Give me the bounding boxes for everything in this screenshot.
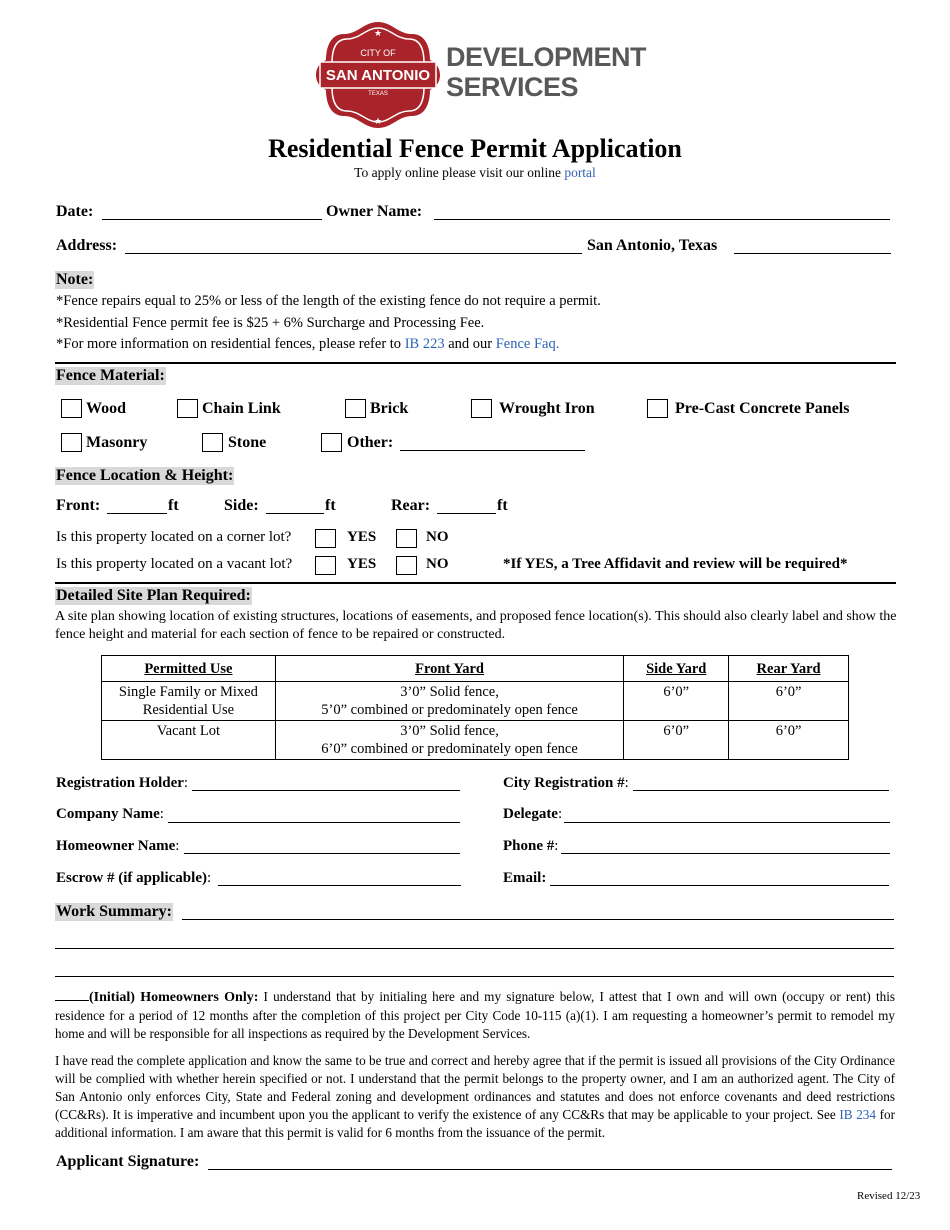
row-use: Single Family or Mixed Residential Use [102,682,276,721]
homeowner-name-text: Homeowner Name [56,838,176,854]
row-use: Vacant Lot [102,721,276,760]
note-heading: Note: [56,271,94,288]
site-plan-heading: Detailed Site Plan Required: [56,587,251,604]
city-state-label: San Antonio, Texas [587,237,718,254]
vacant-lot-question: Is this property located on a vacant lot? [56,556,293,572]
chain-link-label: Chain Link [202,400,281,417]
brick-checkbox[interactable] [345,399,366,418]
location-height-heading: Fence Location & Height: [56,467,234,484]
seal-text-bottom: TEXAS [368,91,388,97]
col-permitted-use: Permitted Use [102,656,276,682]
stone-checkbox[interactable] [202,433,223,452]
precast-concrete-checkbox[interactable] [647,399,668,418]
stone-label: Stone [228,434,267,451]
row-front-line2: 6’0” combined or predominately open fence [321,741,578,757]
row-front-line1: 3’0” Solid fence, [400,684,499,700]
side-height-field[interactable] [266,513,324,514]
vacant-no-label: NO [426,556,449,572]
work-summary-line-1[interactable] [182,919,894,920]
revised-date: Revised 12/23 [857,1190,921,1202]
site-plan-description: A site plan showing location of existing structures, locations of easements, and proposed fence location(s). This should also clearly label and show the fence height and material for each section of fence to be repaired or constructed. [55,609,897,642]
initial-text: I understand that by initialing here and my signature below, I attest that I own and will own (occupy or rent) this residence for a period of 12 months after the completion of this project per City Code 10-115 (a)(1). I am requesting a homeowner’s permit to remodel my home and will be responsible for all inspections as required by the Development Services. [55,989,895,1041]
seal-text-top: CITY OF [360,48,396,58]
fence-faq-link[interactable]: Fence Faq. [495,336,560,352]
corner-lot-question: Is this property located on a corner lot? [56,529,292,545]
col-side-yard: Side Yard [624,656,729,682]
masonry-checkbox[interactable] [61,433,82,452]
row-side: 6’0” [624,721,729,760]
vacant-no-checkbox[interactable] [396,556,417,575]
work-summary-line-3[interactable] [55,976,894,977]
side-label: Side: [224,497,259,514]
applicant-signature-field[interactable] [208,1169,892,1170]
subtitle-text: To apply online please visit our online [354,165,561,180]
divider [55,582,896,584]
escrow-field[interactable] [218,885,461,886]
phone-label: Phone #: [503,838,559,854]
other-label: Other: [347,434,394,451]
corner-yes-checkbox[interactable] [315,529,336,548]
vacant-yes-label: YES [347,556,377,572]
note-line-3 [56,336,559,353]
note-line-3-mid: and our [448,336,493,352]
note-line-3-text: *For more information on residential fences, please refer to [56,336,402,352]
address-field[interactable] [125,253,582,254]
registration-holder-label: Registration Holder: [56,775,189,791]
page-subtitle [0,165,950,181]
corner-no-checkbox[interactable] [396,529,417,548]
front-height-field[interactable] [107,513,167,514]
rear-unit: ft [497,497,508,514]
rear-height-field[interactable] [437,513,496,514]
zip-field[interactable] [734,253,891,254]
front-unit: ft [168,497,179,514]
city-registration-label: City Registration #: [503,775,629,791]
applicant-signature-label: Applicant Signature: [56,1153,200,1170]
svg-text:★: ★ [373,28,383,38]
phone-field[interactable] [561,853,890,854]
work-summary-heading: Work Summary: [56,903,172,920]
wood-checkbox[interactable] [61,399,82,418]
city-registration-field[interactable] [633,790,889,791]
brick-label: Brick [370,400,409,417]
row-front-line1: 3’0” Solid fence, [400,723,499,739]
portal-link[interactable]: portal [564,165,596,180]
row-front [275,682,623,721]
page-title: Residential Fence Permit Application [268,134,682,163]
col-rear-yard: Rear Yard [729,656,849,682]
chain-link-checkbox[interactable] [177,399,198,418]
wrought-iron-checkbox[interactable] [471,399,492,418]
date-label: Date: [56,203,94,220]
email-field[interactable] [550,885,889,886]
company-name-field[interactable] [168,822,460,823]
col-front-yard: Front Yard [275,656,623,682]
escrow-label: Escrow # (if applicable): [56,870,212,886]
divider [55,362,896,364]
agreement-text-end: for additional information. I am aware that this permit is valid for 6 months from the issuance of the permit. [55,1107,896,1140]
email-label: Email: [503,870,547,886]
homeowner-name-field[interactable] [184,853,460,854]
delegate-field[interactable] [564,822,890,823]
seal-text-main: SAN ANTONIO [325,67,431,84]
initial-label: (Initial) Homeowners Only: [89,990,259,1005]
homeowner-name-label: Homeowner Name: [56,838,180,854]
wood-label: Wood [86,400,127,417]
initial-field[interactable] [55,989,89,1001]
precast-concrete-label: Pre-Cast Concrete Panels [675,400,850,417]
delegate-label: Delegate: [503,806,563,822]
row-rear: 6’0” [729,682,849,721]
note-line-2: *Residential Fence permit fee is $25 + 6% Surcharge and Processing Fee. [56,315,485,331]
homeowner-attestation [55,988,895,1043]
note-line-1: *Fence repairs equal to 25% or less of the length of the existing fence do not require a permit. [56,293,601,309]
masonry-label: Masonry [86,434,148,451]
address-label: Address: [56,237,118,254]
owner-name-field[interactable] [434,219,890,220]
company-name-text: Company Name [56,806,160,822]
wrought-iron-label: Wrought Iron [499,400,595,417]
ib-223-link[interactable]: IB 223 [404,336,445,352]
rear-label: Rear: [391,497,431,514]
work-summary-line-2[interactable] [55,948,894,949]
table-row [102,721,849,760]
front-label: Front: [56,497,101,514]
other-checkbox[interactable] [321,433,342,452]
delegate-text: Delegate [503,806,558,822]
brand-line1: DEVELOPMENT [446,42,647,72]
corner-no-label: NO [426,529,449,545]
row-front [275,721,623,760]
owner-name-label: Owner Name: [326,203,423,220]
registration-holder-text: Registration Holder [56,775,184,791]
city-logo [316,20,440,130]
table-header-row [102,656,849,682]
phone-text: Phone # [503,838,555,854]
date-field[interactable] [102,219,322,220]
agreement-text: I have read the complete application and know the same to be true and correct and hereby agree that if the permit is issued all provisions of the City Ordinance will be complied with whether herein specified or not. I understand that the permit belongs to the property owner, and I am an authorized agent. The City of San Antonio only enforces City, State and Federal zoning and development ordinances and statutes and does not enforce covenants and deed restrictions (CC&Rs). It is imperative and incumbent upon you the applicant to verify the existence of any CC&Rs that may be applicable to your project. See [55,1053,895,1122]
side-unit: ft [325,497,336,514]
row-rear: 6’0” [729,721,849,760]
company-name-label: Company Name: [56,806,164,822]
city-registration-text: City Registration # [503,775,625,791]
corner-yes-label: YES [347,529,377,545]
table-row [102,682,849,721]
row-side: 6’0” [624,682,729,721]
registration-holder-field[interactable] [192,790,460,791]
agreement-paragraph [55,1052,895,1142]
row-front-line2: 5’0” combined or predominately open fence [321,702,578,718]
other-field[interactable] [400,450,585,451]
brand-line2: SERVICES [446,72,579,102]
ib-234-link[interactable]: IB 234 [839,1107,876,1122]
vacant-yes-checkbox[interactable] [315,556,336,575]
escrow-text: Escrow # (if applicable) [56,870,207,886]
svg-text:★: ★ [373,116,383,126]
tree-affidavit-note: *If YES, a Tree Affidavit and review will be required* [503,556,848,572]
permitted-heights-table [101,655,849,760]
fence-material-heading: Fence Material: [56,367,165,384]
